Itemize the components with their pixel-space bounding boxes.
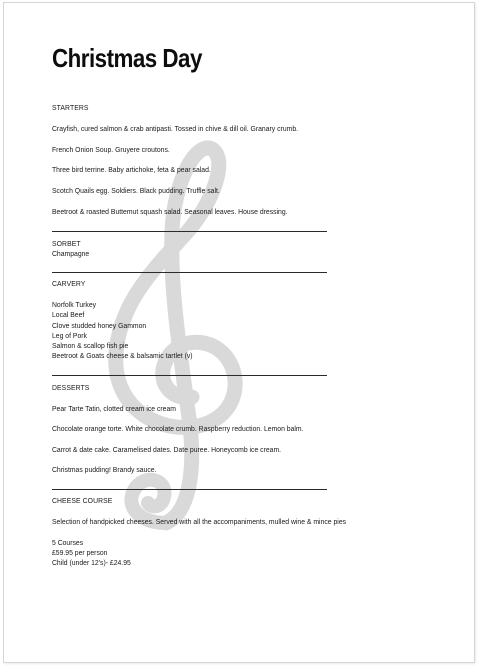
page-title: Christmas Day [52,43,202,73]
menu-item: Champagne [52,249,90,258]
section-divider [52,272,327,273]
menu-item: Beetroot & roasted Buttemut squash salad. Seasonal leaves. House dressing. [52,207,288,216]
menu-item: Christmas pudding! Brandy sauce. [52,465,157,474]
section-divider [52,231,327,232]
menu-item: Salmon & scallop fish pie [52,341,129,350]
menu-item: Local Beef [52,310,85,319]
menu-item: Crayfish, cured salmon & crab antipasti. Tossed in chive & dill oil. Granary crumb. [52,124,299,133]
courses-count: 5 Courses [52,538,84,547]
section-heading-sorbet: SORBET [52,239,81,248]
menu-item: French Onion Soup. Gruyere croutons. [52,145,170,154]
section-heading-carvery: CARVERY [52,279,86,288]
menu-item: Carrot & date cake. Caramelised dates. Date puree. Honeycomb ice cream. [52,445,282,454]
adult-price: £59.95 per person [52,548,108,557]
menu-item: Scotch Quails egg. Soldiers. Black pudding. Truffle salt. [52,186,220,195]
menu-item: Pear Tarte Tatin, clotted cream ice cream [52,404,176,413]
section-divider [52,375,327,376]
menu-item: Selection of handpicked cheeses. Served with all the accompaniments, mulled wine & mince pies [52,517,347,526]
section-divider [52,489,327,490]
section-heading-desserts: DESSERTS [52,383,90,392]
menu-item: Chocolate orange torte. White chocolate crumb. Raspberry reduction. Lemon balm. [52,424,304,433]
menu-item: Norfolk Turkey [52,300,97,309]
menu-item: Clove studded honey Gammon [52,321,147,330]
menu-item: Beetroot & Goats cheese & balsamic tartlet (v) [52,351,193,360]
menu-page [3,2,475,663]
section-heading-starters: STARTERS [52,103,89,112]
child-price: Child (under 12's)- £24.95 [52,558,131,567]
section-heading-cheese: CHEESE COURSE [52,496,113,505]
menu-item: Three bird terrine. Baby artichoke, feta & pear salad. [52,165,211,174]
menu-item: Leg of Pork [52,331,87,340]
